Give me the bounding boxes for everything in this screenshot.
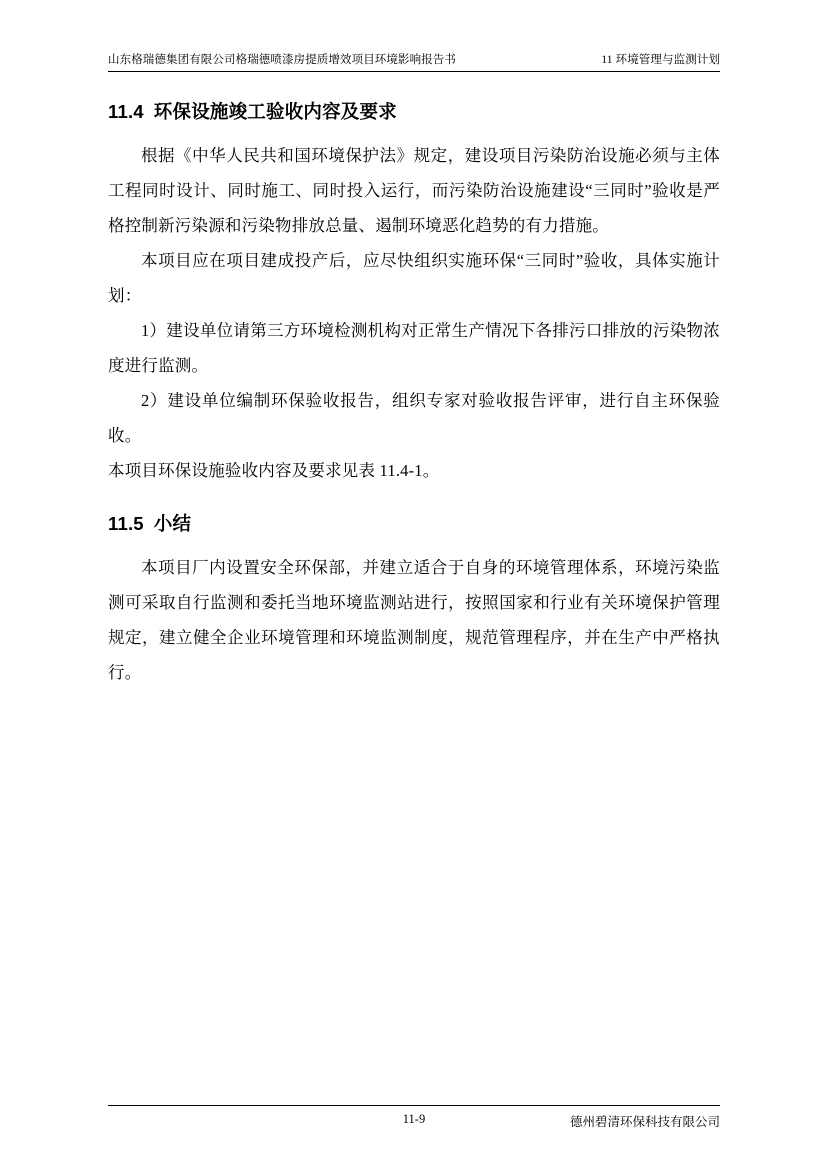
paragraph: 2）建设单位编制环保验收报告，组织专家对验收报告评审，进行自主环保验收。 xyxy=(108,391,720,446)
section-11-4 xyxy=(108,98,720,488)
section-11-5-title: 小结 xyxy=(153,513,192,535)
section-11-4-heading xyxy=(108,98,720,124)
section-11-5-number: 11.5 xyxy=(108,513,144,535)
paragraph: 本项目应在项目建成投产后，应尽快组织实施环保“三同时”验收，具体实施计划： xyxy=(108,251,720,306)
footer-company: 德州碧清环保科技有限公司 xyxy=(569,1115,720,1129)
section-11-4-title: 环保设施竣工验收内容及要求 xyxy=(153,101,397,123)
header-right-text: 11 环境管理与监测计划 xyxy=(601,54,720,66)
page-header xyxy=(108,52,720,72)
paragraph-closing: 本项目环保设施验收内容及要求见表 11.4-1。 xyxy=(108,461,440,481)
paragraph: 1）建设单位请第三方环境检测机构对正常生产情况下各排污口排放的污染物浓度进行监测。 xyxy=(108,321,720,376)
section-11-4-number: 11.4 xyxy=(108,101,144,123)
paragraph: 本项目厂内设置安全环保部，并建立适合于自身的环境管理体系，环境污染监测可采取自行监测和委托当地环境监测站进行，按照国家和行业有关环境保护管理规定，建立健全企业环境管理和环境监测制度，规范管理程序，并在生产中严格执行。 xyxy=(108,558,720,683)
page-footer xyxy=(108,1105,720,1134)
section-11-5-heading xyxy=(108,510,720,536)
paragraph: 根据《中华人民共和国环境保护法》规定，建设项目污染防治设施必须与主体工程同时设计、同时施工、同时投入运行，而污染防治设施建设“三同时”验收是严格控制新污染源和污染物排放总量、遏制环境恶化趋势的有力措施。 xyxy=(108,146,720,236)
section-gap xyxy=(108,488,720,510)
header-left-text: 山东格瑞德集团有限公司格瑞德喷漆房提质增效项目环境影响报告书 xyxy=(108,54,456,66)
page-content xyxy=(108,52,720,690)
page-number: 11-9 xyxy=(402,1112,426,1126)
section-11-5 xyxy=(108,510,720,690)
